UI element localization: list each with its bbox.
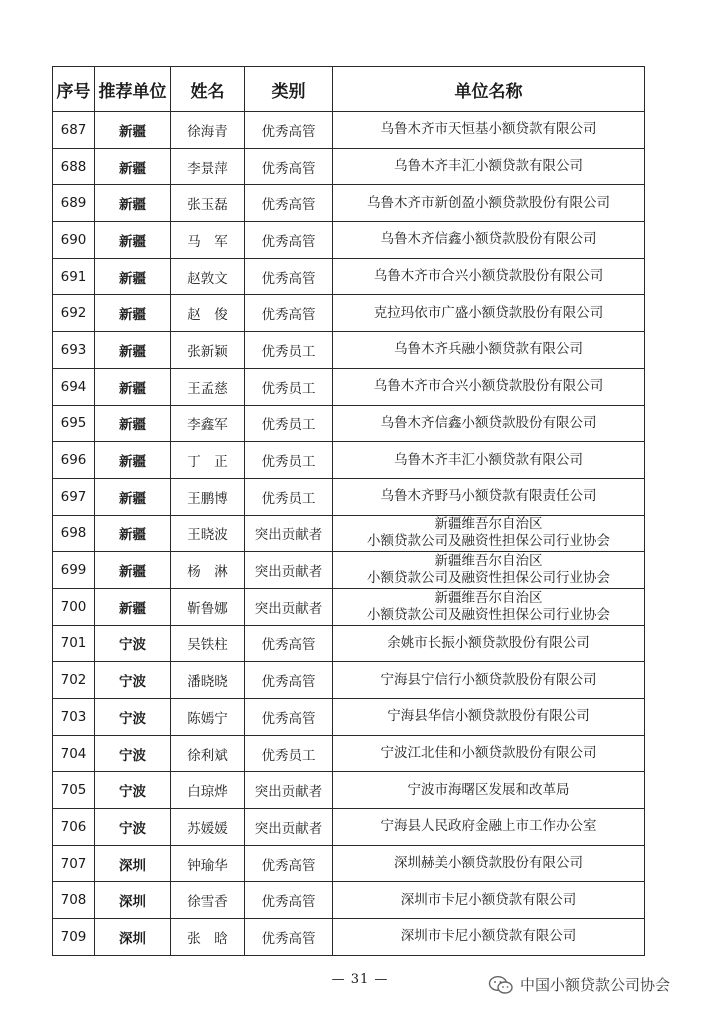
table-row (53, 699, 645, 736)
cell-organization (333, 258, 645, 295)
header-organization: 单位名称 (333, 67, 645, 112)
cell-serial-number: 691 (53, 258, 95, 295)
cell-name: 丁 正 (171, 442, 245, 479)
cell-category: 优秀高管 (245, 845, 333, 882)
organization-line: 乌鲁木齐市天恒基小额贷款有限公司 (380, 121, 597, 138)
cell-name: 徐雪香 (171, 882, 245, 919)
cell-serial-number: 702 (53, 662, 95, 699)
cell-serial-number: 693 (53, 332, 95, 369)
wechat-icon (488, 975, 514, 995)
cell-name: 白琼烨 (171, 772, 245, 809)
cell-serial-number: 708 (53, 882, 95, 919)
cell-name: 靳鲁娜 (171, 588, 245, 625)
cell-recommending-unit: 新疆 (95, 112, 171, 149)
table-row (53, 112, 645, 149)
cell-organization (333, 295, 645, 332)
organization-line: 乌鲁木齐兵融小额贷款有限公司 (394, 341, 583, 358)
organization-line: 新疆维吾尔自治区 (434, 589, 543, 606)
table-row (53, 515, 645, 552)
cell-category: 优秀高管 (245, 919, 333, 956)
cell-organization (333, 845, 645, 882)
organization-line: 余姚市长振小额贷款股份有限公司 (387, 634, 590, 651)
table-row (53, 735, 645, 772)
table-row (53, 809, 645, 846)
cell-category: 优秀员工 (245, 332, 333, 369)
cell-name: 马 军 (171, 222, 245, 259)
cell-category: 突出贡献者 (245, 772, 333, 809)
cell-serial-number: 692 (53, 295, 95, 332)
table-row (53, 332, 645, 369)
cell-category: 优秀员工 (245, 405, 333, 442)
page-number: — 31 — (331, 972, 389, 987)
cell-recommending-unit: 宁波 (95, 772, 171, 809)
cell-category: 优秀高管 (245, 295, 333, 332)
organization-line: 宁波市海曙区发展和改革局 (407, 781, 570, 798)
cell-name: 赵敦文 (171, 258, 245, 295)
cell-recommending-unit: 新疆 (95, 405, 171, 442)
cell-category: 优秀高管 (245, 662, 333, 699)
organization-line: 乌鲁木齐信鑫小额贷款股份有限公司 (380, 414, 597, 431)
organization-line: 小额贷款公司及融资性担保公司行业协会 (367, 570, 610, 587)
cell-category: 突出贡献者 (245, 552, 333, 589)
cell-recommending-unit: 深圳 (95, 882, 171, 919)
cell-name: 徐利斌 (171, 735, 245, 772)
table-row (53, 442, 645, 479)
cell-recommending-unit: 新疆 (95, 442, 171, 479)
cell-name: 苏媛媛 (171, 809, 245, 846)
cell-name: 王鹏博 (171, 478, 245, 515)
table-row (53, 552, 645, 589)
cell-serial-number: 709 (53, 919, 95, 956)
cell-name: 李景萍 (171, 148, 245, 185)
organization-line: 乌鲁木齐市合兴小额贷款股份有限公司 (373, 378, 604, 395)
cell-serial-number: 705 (53, 772, 95, 809)
cell-category: 优秀高管 (245, 112, 333, 149)
header-category: 类别 (245, 67, 333, 112)
header-name: 姓名 (171, 67, 245, 112)
watermark-text: 中国小额贷款公司协会 (520, 976, 671, 994)
cell-name: 张新颖 (171, 332, 245, 369)
cell-name: 潘晓晓 (171, 662, 245, 699)
cell-recommending-unit: 新疆 (95, 368, 171, 405)
cell-serial-number: 695 (53, 405, 95, 442)
cell-recommending-unit: 新疆 (95, 332, 171, 369)
cell-recommending-unit: 宁波 (95, 699, 171, 736)
cell-organization (333, 625, 645, 662)
cell-serial-number: 706 (53, 809, 95, 846)
cell-recommending-unit: 新疆 (95, 295, 171, 332)
cell-category: 突出贡献者 (245, 588, 333, 625)
table-row (53, 588, 645, 625)
cell-serial-number: 694 (53, 368, 95, 405)
cell-category: 优秀高管 (245, 699, 333, 736)
cell-organization (333, 699, 645, 736)
table-row (53, 478, 645, 515)
cell-organization (333, 332, 645, 369)
cell-recommending-unit: 新疆 (95, 515, 171, 552)
organization-line: 宁海县人民政府金融上市工作办公室 (380, 818, 597, 835)
table-body (53, 112, 645, 956)
cell-organization (333, 222, 645, 259)
cell-name: 钟瑜华 (171, 845, 245, 882)
cell-recommending-unit: 新疆 (95, 588, 171, 625)
table-row (53, 185, 645, 222)
cell-serial-number: 687 (53, 112, 95, 149)
cell-category: 优秀高管 (245, 185, 333, 222)
cell-organization (333, 185, 645, 222)
cell-recommending-unit: 深圳 (95, 919, 171, 956)
cell-category: 优秀高管 (245, 625, 333, 662)
cell-recommending-unit: 宁波 (95, 735, 171, 772)
table-row (53, 882, 645, 919)
cell-serial-number: 696 (53, 442, 95, 479)
cell-organization (333, 442, 645, 479)
cell-organization (333, 478, 645, 515)
table-header-row (53, 67, 645, 112)
cell-recommending-unit: 深圳 (95, 845, 171, 882)
cell-serial-number: 707 (53, 845, 95, 882)
organization-line: 新疆维吾尔自治区 (434, 516, 543, 533)
cell-serial-number: 701 (53, 625, 95, 662)
cell-recommending-unit: 新疆 (95, 478, 171, 515)
organization-line: 乌鲁木齐信鑫小额贷款股份有限公司 (380, 231, 597, 248)
cell-serial-number: 688 (53, 148, 95, 185)
cell-recommending-unit: 宁波 (95, 662, 171, 699)
awardee-table (52, 66, 645, 956)
cell-serial-number: 698 (53, 515, 95, 552)
cell-name: 徐海青 (171, 112, 245, 149)
organization-line: 小额贷款公司及融资性担保公司行业协会 (367, 606, 610, 623)
cell-recommending-unit: 新疆 (95, 552, 171, 589)
cell-recommending-unit: 新疆 (95, 222, 171, 259)
cell-category: 优秀员工 (245, 735, 333, 772)
cell-category: 优秀员工 (245, 368, 333, 405)
header-recommending-unit: 推荐单位 (95, 67, 171, 112)
cell-category: 优秀高管 (245, 258, 333, 295)
cell-name: 王孟慈 (171, 368, 245, 405)
cell-organization (333, 552, 645, 589)
cell-name: 陈嫣宁 (171, 699, 245, 736)
organization-line: 深圳市卡尼小额贷款有限公司 (400, 928, 577, 945)
cell-serial-number: 697 (53, 478, 95, 515)
table-row (53, 625, 645, 662)
organization-line: 乌鲁木齐野马小额贷款有限责任公司 (380, 488, 597, 505)
organization-line: 宁海县华信小额贷款股份有限公司 (387, 708, 590, 725)
watermark (488, 974, 670, 995)
cell-name: 李鑫军 (171, 405, 245, 442)
cell-recommending-unit: 新疆 (95, 148, 171, 185)
cell-organization (333, 515, 645, 552)
cell-organization (333, 809, 645, 846)
organization-line: 乌鲁木齐丰汇小额贷款有限公司 (394, 158, 583, 175)
cell-category: 优秀员工 (245, 478, 333, 515)
cell-name: 王晓波 (171, 515, 245, 552)
cell-recommending-unit: 宁波 (95, 809, 171, 846)
cell-category: 优秀高管 (245, 882, 333, 919)
cell-name: 张玉磊 (171, 185, 245, 222)
cell-category: 优秀高管 (245, 222, 333, 259)
organization-line: 乌鲁木齐市新创盈小额贷款股份有限公司 (367, 194, 610, 211)
cell-organization (333, 405, 645, 442)
cell-organization (333, 882, 645, 919)
organization-line: 小额贷款公司及融资性担保公司行业协会 (367, 533, 610, 550)
organization-line: 宁波江北佳和小额贷款股份有限公司 (380, 745, 597, 762)
cell-serial-number: 703 (53, 699, 95, 736)
cell-name: 张 晗 (171, 919, 245, 956)
cell-organization (333, 662, 645, 699)
cell-name: 赵 俊 (171, 295, 245, 332)
cell-organization (333, 588, 645, 625)
table-row (53, 258, 645, 295)
table-row (53, 919, 645, 956)
organization-line: 新疆维吾尔自治区 (434, 553, 543, 570)
cell-category: 优秀员工 (245, 442, 333, 479)
cell-organization (333, 148, 645, 185)
cell-name: 吴铁柱 (171, 625, 245, 662)
cell-serial-number: 689 (53, 185, 95, 222)
table-row (53, 845, 645, 882)
cell-category: 突出贡献者 (245, 515, 333, 552)
cell-organization (333, 919, 645, 956)
table-row (53, 222, 645, 259)
table-row (53, 368, 645, 405)
cell-organization (333, 368, 645, 405)
organization-line: 宁海县宁信行小额贷款股份有限公司 (380, 671, 597, 688)
organization-line: 乌鲁木齐丰汇小额贷款有限公司 (394, 451, 583, 468)
cell-recommending-unit: 新疆 (95, 185, 171, 222)
table-row (53, 772, 645, 809)
table-row (53, 405, 645, 442)
cell-organization (333, 735, 645, 772)
cell-category: 优秀高管 (245, 148, 333, 185)
cell-name: 杨 淋 (171, 552, 245, 589)
cell-serial-number: 700 (53, 588, 95, 625)
cell-serial-number: 699 (53, 552, 95, 589)
header-serial-number: 序号 (53, 67, 95, 112)
cell-recommending-unit: 宁波 (95, 625, 171, 662)
table-row (53, 295, 645, 332)
cell-serial-number: 690 (53, 222, 95, 259)
organization-line: 深圳市卡尼小额贷款有限公司 (400, 891, 577, 908)
cell-organization (333, 112, 645, 149)
table-row (53, 148, 645, 185)
organization-line: 克拉玛依市广盛小额贷款股份有限公司 (373, 304, 604, 321)
table-row (53, 662, 645, 699)
cell-organization (333, 772, 645, 809)
organization-line: 深圳赫美小额贷款股份有限公司 (394, 855, 583, 872)
cell-category: 突出贡献者 (245, 809, 333, 846)
organization-line: 乌鲁木齐市合兴小额贷款股份有限公司 (373, 268, 604, 285)
cell-serial-number: 704 (53, 735, 95, 772)
cell-recommending-unit: 新疆 (95, 258, 171, 295)
